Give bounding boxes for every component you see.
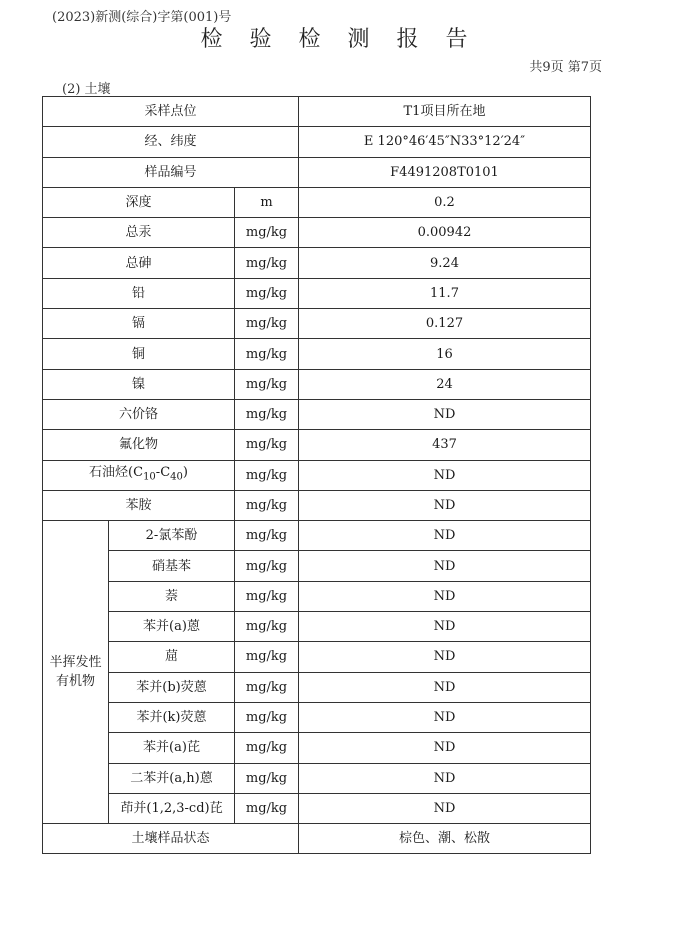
parameter-unit: mg/kg — [235, 612, 299, 642]
sample-id-value: F4491208T0101 — [299, 157, 591, 187]
parameter-value: 11.7 — [299, 278, 591, 308]
sample-id-label: 样品编号 — [43, 157, 299, 187]
name-suffix: ) — [182, 465, 188, 481]
parameter-unit: mg/kg — [235, 581, 299, 611]
parameter-name: 苯胺 — [43, 490, 235, 520]
group-label-line: 半挥发性 — [49, 655, 102, 671]
parameter-value: ND — [299, 612, 591, 642]
table-row — [43, 218, 591, 248]
table-row — [43, 248, 591, 278]
sample-status-label: 土壤样品状态 — [43, 824, 299, 854]
parameter-value: ND — [299, 490, 591, 520]
parameter-value: ND — [299, 581, 591, 611]
parameter-name: 六价铬 — [43, 399, 235, 429]
table-row — [43, 430, 591, 460]
parameter-unit: mg/kg — [235, 521, 299, 551]
parameter-value: 437 — [299, 430, 591, 460]
soil-test-table — [42, 96, 591, 854]
table-row — [43, 127, 591, 157]
parameter-name: 铜 — [43, 339, 235, 369]
document-code: (2023)新测(综合)字第(001)号 — [52, 10, 232, 25]
parameter-name: 铅 — [43, 278, 235, 308]
sampling-point-label: 采样点位 — [43, 97, 299, 127]
parameter-name: 总汞 — [43, 218, 235, 248]
parameter-unit: mg/kg — [235, 672, 299, 702]
parameter-unit: mg/kg — [235, 218, 299, 248]
parameter-name: 镉 — [43, 309, 235, 339]
section-label: (2) 土壤 — [62, 82, 111, 97]
parameter-name: 深度 — [43, 187, 235, 217]
name-mid: -C — [155, 465, 171, 481]
parameter-unit: mg/kg — [235, 248, 299, 278]
table-row — [43, 793, 591, 823]
subscript: 10 — [143, 472, 156, 483]
parameter-value: ND — [299, 642, 591, 672]
parameter-name: 苯并(b)荧蒽 — [109, 672, 235, 702]
subscript: 40 — [170, 472, 183, 483]
table-row — [43, 339, 591, 369]
name-prefix: 石油烃(C — [89, 465, 144, 481]
report-title: 检 验 检 测 报 告 — [200, 27, 478, 52]
parameter-unit: mg/kg — [235, 369, 299, 399]
parameter-value: 0.00942 — [299, 218, 591, 248]
parameter-unit: mg/kg — [235, 339, 299, 369]
coordinates-value: E 120°46′45″N33°12′24″ — [299, 127, 591, 157]
parameter-unit: mg/kg — [235, 430, 299, 460]
parameter-value: ND — [299, 793, 591, 823]
parameter-value: ND — [299, 763, 591, 793]
page-number: 共9页 第7页 — [529, 60, 602, 75]
coordinates-label: 经、纬度 — [43, 127, 299, 157]
table-row — [43, 157, 591, 187]
table-row — [43, 399, 591, 429]
table-row — [43, 278, 591, 308]
group-label-line: 有机物 — [55, 674, 95, 690]
parameter-unit: mg/kg — [235, 702, 299, 732]
parameter-value: ND — [299, 672, 591, 702]
parameter-unit: mg/kg — [235, 278, 299, 308]
parameter-name: 苯并(k)荧蒽 — [109, 702, 235, 732]
svoc-group-label — [43, 521, 109, 824]
parameter-value: ND — [299, 521, 591, 551]
parameter-name: 苯并(a)蒽 — [109, 612, 235, 642]
table-row — [43, 187, 591, 217]
parameter-unit: mg/kg — [235, 793, 299, 823]
table-row — [43, 309, 591, 339]
table-row — [43, 672, 591, 702]
parameter-name: 氟化物 — [43, 430, 235, 460]
parameter-unit: mg/kg — [235, 309, 299, 339]
parameter-value: ND — [299, 460, 591, 490]
parameter-name — [43, 460, 235, 490]
parameter-name: 2-氯苯酚 — [109, 521, 235, 551]
parameter-unit: mg/kg — [235, 763, 299, 793]
table-row — [43, 460, 591, 490]
parameter-name: 茚并(1,2,3-cd)芘 — [109, 793, 235, 823]
parameter-name: 苯并(a)芘 — [109, 733, 235, 763]
table-row — [43, 581, 591, 611]
parameter-name: 硝基苯 — [109, 551, 235, 581]
parameter-value: 0.2 — [299, 187, 591, 217]
parameter-unit: mg/kg — [235, 460, 299, 490]
table-row — [43, 97, 591, 127]
sample-status-value: 棕色、潮、松散 — [299, 824, 591, 854]
parameter-name: 镍 — [43, 369, 235, 399]
parameter-value: 0.127 — [299, 309, 591, 339]
parameter-unit: mg/kg — [235, 551, 299, 581]
parameter-unit: m — [235, 187, 299, 217]
sampling-point-value: T1项目所在地 — [299, 97, 591, 127]
table-row — [43, 702, 591, 732]
parameter-name: 二苯并(a,h)蒽 — [109, 763, 235, 793]
table-row — [43, 551, 591, 581]
table-row — [43, 763, 591, 793]
table-row — [43, 521, 591, 551]
parameter-unit: mg/kg — [235, 733, 299, 763]
parameter-value: 9.24 — [299, 248, 591, 278]
parameter-unit: mg/kg — [235, 399, 299, 429]
parameter-unit: mg/kg — [235, 642, 299, 672]
table-row — [43, 824, 591, 854]
table-row — [43, 612, 591, 642]
parameter-value: ND — [299, 733, 591, 763]
parameter-value: ND — [299, 551, 591, 581]
parameter-name: 萘 — [109, 581, 235, 611]
parameter-value: 24 — [299, 369, 591, 399]
parameter-unit: mg/kg — [235, 490, 299, 520]
parameter-value: ND — [299, 702, 591, 732]
parameter-value: ND — [299, 399, 591, 429]
table-row — [43, 490, 591, 520]
parameter-name: 䓛 — [109, 642, 235, 672]
table-row — [43, 733, 591, 763]
parameter-value: 16 — [299, 339, 591, 369]
table-row — [43, 642, 591, 672]
table-row — [43, 369, 591, 399]
parameter-name: 总砷 — [43, 248, 235, 278]
